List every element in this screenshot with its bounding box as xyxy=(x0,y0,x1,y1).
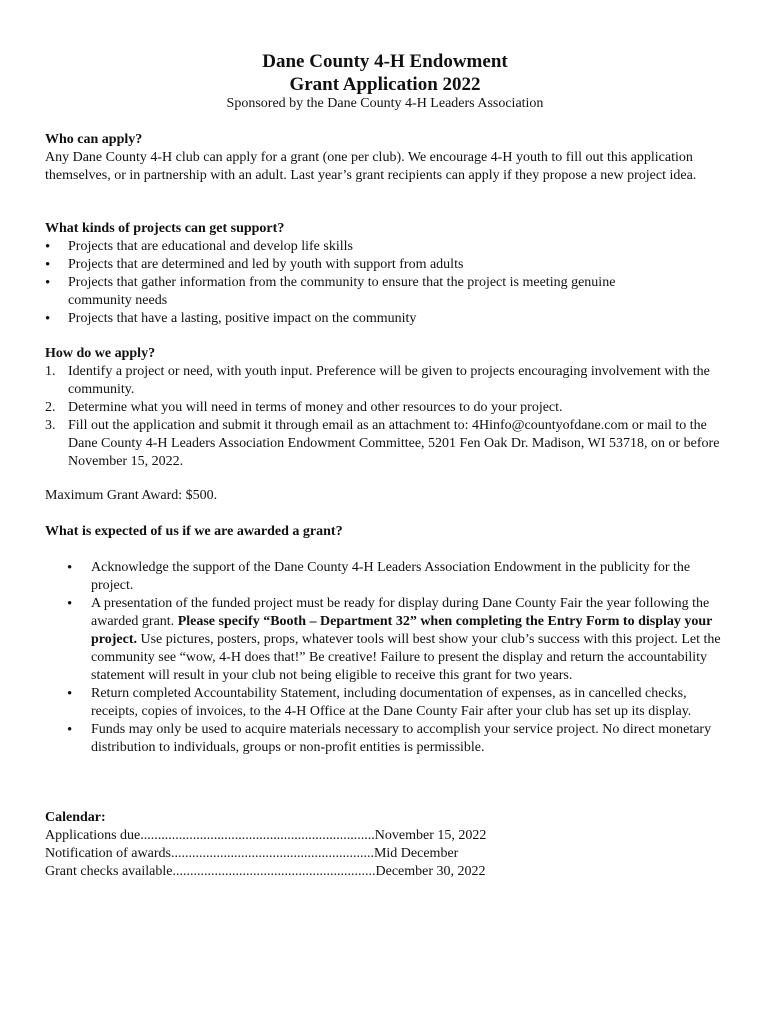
list-item: • Projects that are educational and develop life skills xyxy=(45,238,725,256)
item-text: Use pictures, posters, props, whatever tools will best show your club’s success with this project. Let the community see “wow, 4-H does that!” Be creative! Failure to present the display and return the accountability statement will result in your club not being eligible to receive this grant for two years. xyxy=(91,632,721,683)
list-item: • Return completed Accountability Statement, including documentation of expenses, as in cancelled checks, receipts, copies of invoices, to the 4-H Office at the Dane County Fair after your club has set up its display. xyxy=(45,685,725,721)
section-project-kinds xyxy=(45,220,725,328)
calendar-label: Notification of awards xyxy=(45,846,171,861)
section-heading: How do we apply? xyxy=(45,346,156,361)
list-item: • Projects that gather information from the community to ensure that the project is meeting genuine community needs xyxy=(45,274,668,310)
section-heading: What is expected of us if we are awarded a grant? xyxy=(45,524,343,539)
calendar-date: November 15, 2022 xyxy=(374,828,487,843)
document-title: Dane County 4-H Endowment xyxy=(262,51,508,72)
max-grant-award: Maximum Grant Award: $500. xyxy=(45,488,218,503)
section-heading: Calendar: xyxy=(45,810,106,825)
section-calendar xyxy=(45,809,725,881)
how-to-apply-steps xyxy=(45,363,725,471)
section-who-can-apply xyxy=(45,131,725,185)
leader-dots: .......................................................... xyxy=(170,846,374,861)
calendar-date: December 30, 2022 xyxy=(375,864,486,879)
leader-dots: .......................................................... xyxy=(172,864,376,879)
list-item: • Funds may only be used to acquire materials necessary to accomplish your service project. No direct monetary distribution to individuals, groups or non-profit entities is permissible. xyxy=(45,721,725,757)
calendar-row xyxy=(45,845,545,863)
step-text: Determine what you will need in terms of money and other resources to do your project. xyxy=(68,400,563,415)
section-how-to-apply xyxy=(45,345,725,471)
calendar-row xyxy=(45,863,545,881)
expectations-list xyxy=(45,559,725,757)
section-heading: What kinds of projects can get support? xyxy=(45,221,285,236)
section-body: Any Dane County 4-H club can apply for a grant (one per club). We encourage 4-H youth to fill out this application themselves, or in partnership with an adult. Last year’s grant recipients can apply if they propose a new project idea. xyxy=(45,150,697,183)
list-item: • Acknowledge the support of the Dane County 4-H Leaders Association Endowment in the publicity for the project. xyxy=(45,559,725,595)
step-text: Identify a project or need, with youth input. Preference will be given to projects encouraging involvement with the community. xyxy=(68,364,710,397)
list-item xyxy=(45,417,725,471)
item-text: A presentation of the funded project must be ready for display during Dane County Fair the year following the awarded grant. xyxy=(91,596,710,629)
document-subtitle-year: Grant Application 2022 xyxy=(289,74,481,95)
calendar-label: Applications due xyxy=(45,828,141,843)
step-number: 2. xyxy=(45,400,56,415)
section-expectations xyxy=(45,523,725,757)
list-item xyxy=(45,399,725,417)
step-number: 3. xyxy=(45,418,56,433)
step-number: 1. xyxy=(45,364,56,379)
leader-dots: ................................................................... xyxy=(140,828,375,843)
list-item: • Projects that have a lasting, positive impact on the community xyxy=(45,310,725,328)
step-text: Fill out the application and submit it through email as an attachment to: 4Hinfo@countyofdane.com or mail to the Dane County 4-H Leaders Association Endowment Committee, 5201 Fen Oak Dr. Madison, WI 53718, on or before November 15, 2022. xyxy=(68,418,720,469)
list-item xyxy=(45,595,725,685)
section-heading: Who can apply? xyxy=(45,132,143,147)
project-kinds-list xyxy=(45,238,725,328)
sponsor-line: Sponsored by the Dane County 4-H Leaders Association xyxy=(226,96,544,111)
calendar-date: Mid December xyxy=(373,846,459,861)
list-item: • Projects that are determined and led by youth with support from adults xyxy=(45,256,725,274)
calendar-row xyxy=(45,827,545,845)
item-emphasis: Please specify “Booth – Department 32” when completing the Entry Form to display your project. xyxy=(91,614,713,647)
calendar-label: Grant checks available xyxy=(45,864,173,879)
list-item xyxy=(45,363,725,399)
